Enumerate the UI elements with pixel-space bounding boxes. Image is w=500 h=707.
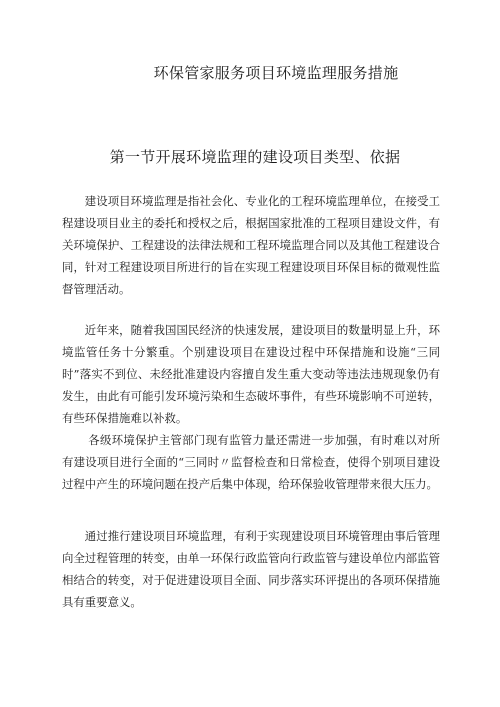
document-title: 环保管家服务项目环境监理服务措施	[153, 64, 399, 82]
paragraph-background: 近年来，随着我国国民经济的快速发展，建设项目的数量明显上升，环境监管任务十分繁重。个别建设项目在建设过程中环保措施和设施“三同时”落实不到位、未经批准建设内容擅自发生重大变动等违法违规现象仍有发生，由此有可能引发环境污染和生态破坏事件，有些环境影响不可逆转，有些环保措施难以补救。	[62, 323, 440, 425]
paragraph-supervision-pressure: 各级环境保护主管部门现有监管力量还需进一步加强，有时难以对所有建设项目进行全面的“三同时〃监督检查和日常检查，使得个别项目建设过程中产生的环境问题在投产后集中体现，给环保验收管理带来很大压力。	[62, 433, 440, 491]
section-heading: 第一节开展环境监理的建设项目类型、依据	[109, 148, 401, 166]
paragraph-significance: 通过推行建设项目环境监理，有利于实现建设项目环境管理由事后管理向全过程管理的转变，由单一环保行政监管向行政监管与建设单位内部监管相结合的转变，对于促进建设项目全面、同步落实环评提出的各项环保措施具有重要意义。	[62, 529, 440, 609]
paragraph-definition: 建设项目环境监理是指社会化、专业化的工程环境监理单位，在接受工程建设项目业主的委托和授权之后，根据国家批准的工程项目建设文件，有关环境保护、工程建设的法律法规和工程环境监理合同以及其他工程建设合同，针对工程建设项目所进行的旨在实现工程建设项目环保目标的微观性监督管理活动。	[62, 194, 440, 296]
